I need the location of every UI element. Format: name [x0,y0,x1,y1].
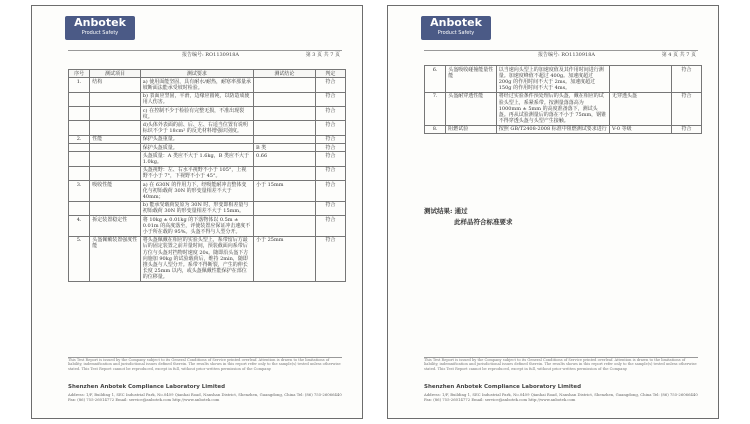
anbotek-logo [65,16,135,40]
cell-result [254,78,316,92]
cell-item [90,144,140,152]
logo-brand: Anbotek [430,16,482,29]
table-row [69,92,346,106]
cell-result [254,166,316,180]
table-row [425,125,702,133]
cell-requirement: b) 能承受载荷复原为 30N 时，形变即相差量与初始载荷 30N 的形变量相差不大于 15mm。 [140,201,253,215]
cell-result: 无穿透头盔 [610,92,672,125]
table-row [69,216,346,237]
cell-conclusion: 符合 [671,125,701,133]
cell-result [254,201,316,215]
cell-no: 8. [425,125,446,133]
col-header-no: 序号 [69,70,90,78]
cell-conclusion: 符合 [671,92,701,125]
table-header-row [69,70,346,78]
col-header-result: 测试结论 [254,70,316,78]
cell-requirement: 将经过实验条件预处理后的头盔，戴在相应的试验头型上，系紧系带。按测量落落高为 1000mm ± 5mm 的高度准备落下，测试头盔。再从试验测量后的落在不小于 75mm，钢锥不得穿透头盔与头型产生接触。 [496,92,609,125]
test-result-text: 此样品符合标准要求 [454,218,513,226]
cell-no: 4. [69,216,90,237]
table-row [69,201,346,215]
cell-conclusion: 符合 [315,78,345,92]
lab-name: Shenzhen Anbotek Compliance Laboratory Limited [424,384,582,390]
cell-conclusion: 符合 [315,166,345,180]
cell-result [254,135,316,143]
report-page-4 [387,5,719,419]
cell-conclusion: 符合 [315,107,345,121]
cell-item: 拆定装置稳定性 [90,216,140,237]
test-table [68,69,346,282]
test-result-label: 测试结果: 通过 [424,207,468,215]
table-row [69,236,346,281]
table-row [69,144,346,152]
cell-requirement: 按照 GB/T2408-2008 标准中阻燃测试要求进行 [496,125,609,133]
cell-no [69,107,90,121]
cell-conclusion: 符合 [315,181,345,202]
cell-item [90,152,140,166]
anbotek-logo [421,16,491,40]
cell-requirement: 头盔视野：左、右水平视野不小于 105°，上视野不小于 7°，下视野不小于 45°。 [140,166,253,180]
report-number: 报告编号: RO1130918A [538,52,596,58]
cell-result: 小于 15mm [254,181,316,202]
cell-result [254,216,316,237]
header-rule [424,50,698,51]
table-row [69,166,346,180]
cell-requirement: b) 表面应坚固，平滑，边缘应圆钝，以防造成使用人伤害。 [140,92,253,106]
cell-requirement: c) 在控制不少于检验有完整无损，不准出现裂纹。 [140,107,253,121]
report-page-3 [31,5,363,419]
cell-result [254,92,316,106]
logo-tagline: Product Safety [81,30,119,36]
lab-name: Shenzhen Anbotek Compliance Laboratory Limited [68,384,226,390]
lab-address: Address: 1/F, Building 1, SEC Industrial Park, No.0409 Qianhai Road, Nanshan District, Shenzhen, Guangdong, China Tel: (86) 755-26066440 Fax: (86) 755-26014772 Email: service@anbotek.com http://www.anbotek.com [68,392,342,402]
cell-item [90,121,140,135]
cell-conclusion: 符合 [315,144,345,152]
table-row [425,92,702,125]
cell-no [69,144,90,152]
cell-item: 头盔耐穿透性能 [446,92,496,125]
cell-no: 2. [69,135,90,143]
cell-requirement: 以当速向头型上的加速度值及其作用时间进行测量。加速度峰值不超过 400g。加速度超过 200g 的作用时间不大于 2ms。加速度超过 150g 的作用时间不大于 4ms。 [496,66,609,93]
cell-item: 吸收性能 [90,181,140,202]
cell-item: 头盔吸收碰撞能量性能 [446,66,496,93]
cell-item [90,92,140,106]
cell-requirement: d)头体外表面的前、后、左、右适当位置有说明标识不少于 18cm² 的反光材料增强识别度。 [140,121,253,135]
test-table [424,65,702,134]
cell-requirement: 将头盔佩戴在相应的实验头型上，系带留后方最后的固定装置之前并量时间，预装截面向系带后方位与头盔对挡物时速度 20s。随即沿头盔下方向施加 90kg 的试验载荷后，维持 2min，随即推头盔与人型分开。系带不得断裂，产生的伸长长度 25mm 以内，或头盔佩戴性能保护在部位的位移量。 [140,236,253,281]
table-row [425,66,702,93]
cell-conclusion: 符合 [315,216,345,237]
cell-no [69,92,90,106]
cell-result: V-0 等级 [610,125,672,133]
cell-requirement: 保护头盔重量。 [140,135,253,143]
col-header-conclusion: 判定 [315,70,345,78]
col-header-requirement: 测试要求 [140,70,253,78]
cell-requirement: 将 10kg ± 0.01kg 的下落物体以 0.5m ± 0.01m 的高度落至，评使装置应保证冲击速度不小于所在载的 95%。头盔不得与人型分开。 [140,216,253,237]
disclaimer-text: This Test Report is issued by the Company subject to its General Conditions of Service printed overleaf. Attention is drawn to the limitations of liability, indemnification and jurisdictional issues defined therein. The results shown in this report refer only to the sample(s) tested unless otherwise stated. This Test Report cannot be reproduced, except in full, without prior written permission of the Company. [424,358,697,371]
page-number: 第 3 页 共 7 页 [305,52,340,58]
logo-brand: Anbotek [74,16,126,29]
disclaimer-text: This Test Report is issued by the Company subject to its General Conditions of Service printed overleaf. Attention is drawn to the limitations of liability, indemnification and jurisdictional issues defined therein. The results shown in this report refer only to the sample(s) tested unless otherwise stated. This Test Report cannot be reproduced, except in full, without prior written permission of the Company. [68,358,341,371]
cell-no [69,121,90,135]
cell-no: 3. [69,181,90,202]
cell-item [90,166,140,180]
cell-no [69,152,90,166]
cell-no [69,166,90,180]
cell-item: 头盔佩戴装置强度性能 [90,236,140,281]
table-row [69,121,346,135]
cell-conclusion: 符合 [315,92,345,106]
col-header-item: 测试项目 [90,70,140,78]
cell-requirement: a) 使用面能坚固，具有耐水/耐热，耐寒率那量承坡断面法能承受坡时检验。 [140,78,253,92]
table-row [69,152,346,166]
cell-conclusion: 符合 [671,66,701,93]
cell-requirement: 保护头盔质量。 [140,144,253,152]
table-row [69,78,346,92]
cell-conclusion: 符合 [315,236,345,281]
cell-item [90,201,140,215]
cell-conclusion: 符合 [315,152,345,166]
cell-item [90,107,140,121]
cell-requirement: 头盔质量：A 类应不大于 1.6kg，B 类应不大于 1.0kg。 [140,152,253,166]
page-number: 第 4 页 共 7 页 [661,52,696,58]
cell-item: 阻燃试验 [446,125,496,133]
cell-no: 6. [425,66,446,93]
cell-result: B 类 [254,144,316,152]
lab-address: Address: 1/F, Building 1, SEC Industrial Park, No.0409 Qianhai Road, Nanshan District, Shenzhen, Guangdong, China Tel: (86) 755-26066440 Fax: (86) 755-26014772 Email: service@anbotek.com http://www.anbotek.com [424,392,698,402]
cell-conclusion: 符合 [315,201,345,215]
cell-item: 性能 [90,135,140,143]
cell-no: 5. [69,236,90,281]
logo-tagline: Product Safety [437,30,475,36]
cell-no [69,201,90,215]
cell-requirement: a) 在 630N 的作用力下，经吸能耐冲击整体变化与初始载荷 30N 的形变量相差不大于 40mm； [140,181,253,202]
table-row [69,107,346,121]
cell-conclusion: 符合 [315,121,345,135]
cell-no: 7. [425,92,446,125]
cell-result [254,121,316,135]
report-number: 报告编号: RO1130918A [182,52,240,58]
table-row [69,135,346,143]
table-row [69,181,346,202]
cell-result [610,66,672,93]
cell-no: 1. [69,78,90,92]
cell-conclusion: 符合 [315,135,345,143]
cell-result: 小于 25mm [254,236,316,281]
cell-item: 结构 [90,78,140,92]
cell-result: 0.66 [254,152,316,166]
header-rule [68,50,342,51]
cell-result [254,107,316,121]
